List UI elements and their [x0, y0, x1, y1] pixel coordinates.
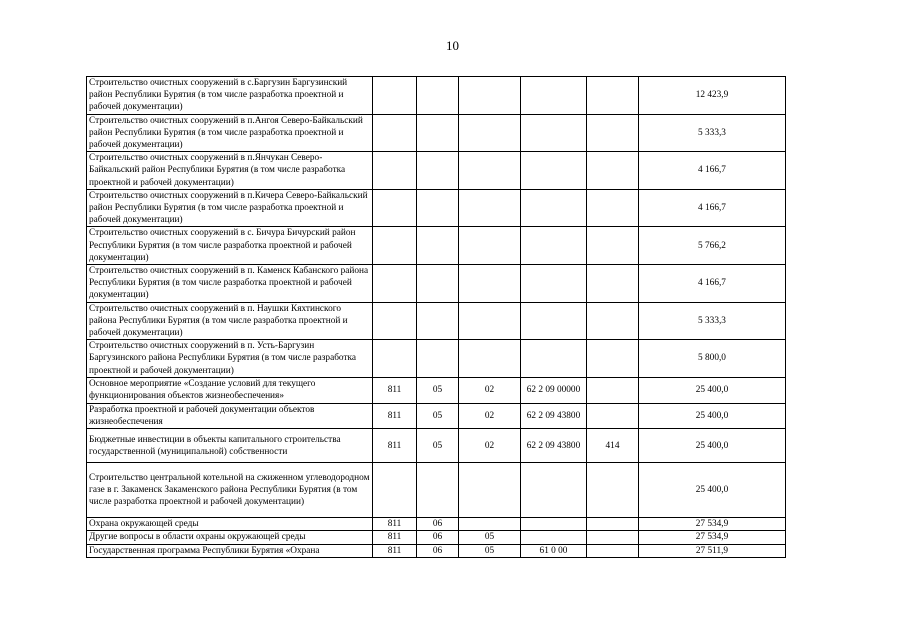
subsection-code-cell	[459, 227, 521, 265]
target-article-cell	[521, 265, 587, 303]
section-code-cell: 06	[417, 544, 459, 557]
target-article-cell	[521, 189, 587, 227]
amount-cell: 25 400,0	[639, 463, 786, 518]
subsection-code-cell	[459, 114, 521, 152]
item-name-cell: Строительство очистных сооружений в с. Бичура Бичурский район Республики Бурятия (в том числе разработка проектной и рабочей документации)	[87, 227, 373, 265]
target-article-cell	[521, 152, 587, 190]
expense-type-cell: 414	[587, 429, 639, 463]
section-code-cell	[417, 463, 459, 518]
section-code-cell: 05	[417, 377, 459, 403]
table-row	[87, 518, 786, 531]
ministry-code-cell: 811	[373, 531, 417, 544]
target-article-cell	[521, 302, 587, 340]
amount-cell: 27 534,9	[639, 531, 786, 544]
target-article-cell	[521, 114, 587, 152]
amount-cell: 27 534,9	[639, 518, 786, 531]
section-code-cell	[417, 302, 459, 340]
expense-type-cell	[587, 152, 639, 190]
section-code-cell	[417, 227, 459, 265]
amount-cell: 25 400,0	[639, 403, 786, 428]
ministry-code-cell: 811	[373, 429, 417, 463]
item-name-cell: Строительство центральной котельной на сжиженном углеводородном газе в г. Закаменск Закаменского района Республики Бурятия (в том числе разработка проектной и рабочей документации)	[87, 463, 373, 518]
section-code-cell	[417, 77, 459, 115]
section-code-cell: 06	[417, 531, 459, 544]
target-article-cell: 62 2 09 00000	[521, 377, 587, 403]
item-name-cell: Государственная программа Республики Бурятия «Охрана	[87, 544, 373, 557]
amount-cell: 27 511,9	[639, 544, 786, 557]
expense-type-cell	[587, 518, 639, 531]
subsection-code-cell	[459, 340, 521, 378]
subsection-code-cell	[459, 302, 521, 340]
subsection-code-cell	[459, 77, 521, 115]
amount-cell: 25 400,0	[639, 377, 786, 403]
expense-type-cell	[587, 77, 639, 115]
table-row	[87, 114, 786, 152]
ministry-code-cell	[373, 227, 417, 265]
amount-cell: 4 166,7	[639, 265, 786, 303]
expense-type-cell	[587, 544, 639, 557]
item-name-cell: Разработка проектной и рабочей документации объектов жизнеобеспечения	[87, 403, 373, 428]
item-name-cell: Бюджетные инвестиции в объекты капитального строительства государственной (муниципальной) собственности	[87, 429, 373, 463]
expense-type-cell	[587, 377, 639, 403]
target-article-cell	[521, 77, 587, 115]
subsection-code-cell: 02	[459, 377, 521, 403]
expense-type-cell	[587, 463, 639, 518]
item-name-cell: Строительство очистных сооружений в п.Кичера Северо-Байкальский район Республики Бурятия (в том числе разработка проектной и рабочей документации)	[87, 189, 373, 227]
subsection-code-cell: 02	[459, 429, 521, 463]
table-row	[87, 463, 786, 518]
table-row	[87, 377, 786, 403]
section-code-cell	[417, 114, 459, 152]
expense-type-cell	[587, 189, 639, 227]
target-article-cell: 61 0 00	[521, 544, 587, 557]
target-article-cell	[521, 340, 587, 378]
ministry-code-cell	[373, 302, 417, 340]
expense-type-cell	[587, 302, 639, 340]
table-row	[87, 227, 786, 265]
ministry-code-cell: 811	[373, 377, 417, 403]
ministry-code-cell	[373, 114, 417, 152]
ministry-code-cell	[373, 463, 417, 518]
table-row	[87, 189, 786, 227]
ministry-code-cell	[373, 77, 417, 115]
amount-cell: 4 166,7	[639, 152, 786, 190]
item-name-cell: Охрана окружающей среды	[87, 518, 373, 531]
ministry-code-cell	[373, 265, 417, 303]
target-article-cell	[521, 227, 587, 265]
ministry-code-cell: 811	[373, 403, 417, 428]
table-row	[87, 302, 786, 340]
section-code-cell	[417, 340, 459, 378]
subsection-code-cell	[459, 518, 521, 531]
target-article-cell	[521, 463, 587, 518]
subsection-code-cell	[459, 152, 521, 190]
expense-type-cell	[587, 531, 639, 544]
section-code-cell: 05	[417, 429, 459, 463]
target-article-cell: 62 2 09 43800	[521, 429, 587, 463]
table-row	[87, 265, 786, 303]
table-row	[87, 340, 786, 378]
subsection-code-cell: 05	[459, 544, 521, 557]
subsection-code-cell	[459, 189, 521, 227]
table-row	[87, 544, 786, 557]
amount-cell: 12 423,9	[639, 77, 786, 115]
table-row	[87, 152, 786, 190]
ministry-code-cell	[373, 189, 417, 227]
ministry-code-cell: 811	[373, 518, 417, 531]
amount-cell: 5 766,2	[639, 227, 786, 265]
item-name-cell: Основное мероприятие «Создание условий для текущего функционирования объектов жизнеобеспечения»	[87, 377, 373, 403]
amount-cell: 5 333,3	[639, 114, 786, 152]
table-row	[87, 429, 786, 463]
ministry-code-cell	[373, 152, 417, 190]
section-code-cell	[417, 189, 459, 227]
amount-cell: 5 800,0	[639, 340, 786, 378]
target-article-cell	[521, 531, 587, 544]
target-article-cell	[521, 518, 587, 531]
subsection-code-cell	[459, 463, 521, 518]
expense-type-cell	[587, 114, 639, 152]
section-code-cell	[417, 152, 459, 190]
ministry-code-cell: 811	[373, 544, 417, 557]
expense-type-cell	[587, 265, 639, 303]
target-article-cell: 62 2 09 43800	[521, 403, 587, 428]
ministry-code-cell	[373, 340, 417, 378]
budget-table	[86, 76, 786, 558]
subsection-code-cell: 05	[459, 531, 521, 544]
amount-cell: 4 166,7	[639, 189, 786, 227]
item-name-cell: Строительство очистных сооружений в п. Наушки Кяхтинского района Республики Бурятия (в том числе разработка проектной и рабочей документации)	[87, 302, 373, 340]
page-number: 10	[446, 38, 459, 53]
item-name-cell: Строительство очистных сооружений в с.Баргузин Баргузинский район Республики Бурятия (в том числе разработка проектной и рабочей документации)	[87, 77, 373, 115]
amount-cell: 5 333,3	[639, 302, 786, 340]
section-code-cell	[417, 265, 459, 303]
item-name-cell: Другие вопросы в области охраны окружающей среды	[87, 531, 373, 544]
item-name-cell: Строительство очистных сооружений в п. Усть-Баргузин Баргузинского района Республики Бурятия (в том числе разработка проектной и рабочей документации)	[87, 340, 373, 378]
table-row	[87, 77, 786, 115]
expense-type-cell	[587, 227, 639, 265]
amount-cell: 25 400,0	[639, 429, 786, 463]
item-name-cell: Строительство очистных сооружений в п.Янчукан Северо-Байкальский район Республики Бурятия (в том числе разработка проектной и рабочей документации)	[87, 152, 373, 190]
expense-type-cell	[587, 403, 639, 428]
section-code-cell: 05	[417, 403, 459, 428]
table-row	[87, 403, 786, 428]
subsection-code-cell	[459, 265, 521, 303]
subsection-code-cell: 02	[459, 403, 521, 428]
item-name-cell: Строительство очистных сооружений в п.Ангоя Северо-Байкальский район Республики Бурятия (в том числе разработка проектной и рабочей документации)	[87, 114, 373, 152]
section-code-cell: 06	[417, 518, 459, 531]
table-row	[87, 531, 786, 544]
expense-type-cell	[587, 340, 639, 378]
item-name-cell: Строительство очистных сооружений в п. Каменск Кабанского района Республики Бурятия (в том числе разработка проектной и рабочей документации)	[87, 265, 373, 303]
